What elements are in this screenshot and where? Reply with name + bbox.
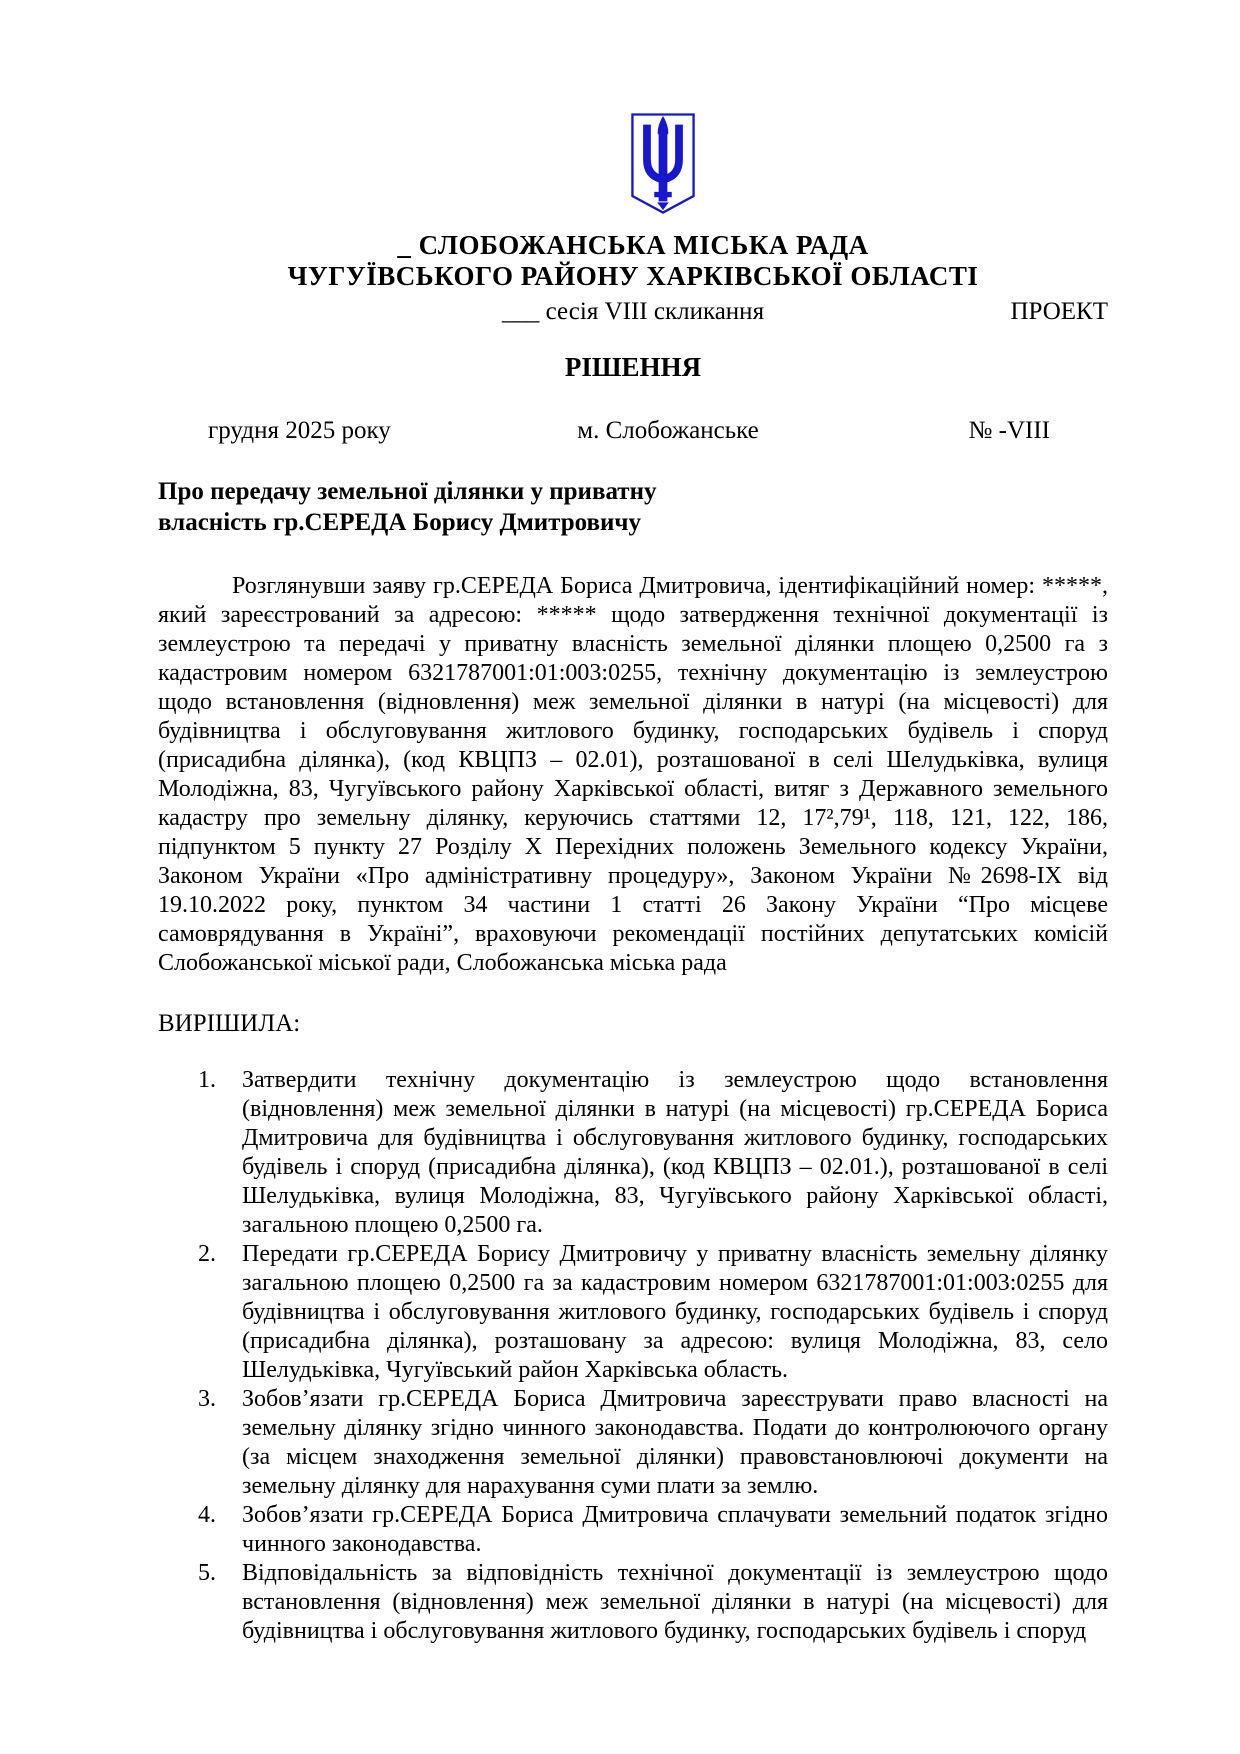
project-label: ПРОЕКТ: [1010, 298, 1108, 325]
date-row: [158, 416, 1108, 446]
coat-of-arms-emblem: [630, 112, 696, 220]
preamble-paragraph: Розглянувши заяву гр.СЕРЕДА Бориса Дмитровича, ідентифікаційний номер: *****, який зареєстрований за адресою: ***** щодо затвердження технічної документації із землеустрою та передачі у приватну власність земельної ділянки площею 0,2500 га з кадастровим номером 6321787001:01:003:0255, технічну документацію із землеустрою щодо встановлення (відновлення) меж земельної ділянки в натурі (на місцевості) для будівництва і обслуговування житлового будинку, господарських будівель і споруд (присадибна ділянка), (код КВЦПЗ – 02.01), розташованої в селі Шелудьківка, вулиця Молодіжна, 83, Чугуївського району Харківської області, витяг з Державного земельного кадастру про земельну ділянку, керуючись статтями 12, 17²,79¹, 118, 121, 122, 186, підпунктом 5 пункту 27 Розділу X Перехідних положень Земельного кодексу України, Законом України «Про адміністративну процедуру», Законом України №2698-IX від 19.10.2022 року, пунктом 34 частини 1 статті 26 Закону України “Про місцеве самоврядування в Україні”, враховуючи рекомендації постійних депутатських комісій Слобожанської міської ради, Слобожанська міська рада: [158, 573, 1108, 976]
date-text: грудня 2025 року: [208, 417, 391, 444]
session-row: [158, 297, 1108, 327]
subject-title: [158, 476, 1108, 538]
number-text: № -VIII: [968, 417, 1050, 444]
org-name-line2: ЧУГУЇВСЬКОГО РАЙОНУ ХАРКІВСЬКОЇ ОБЛАСТІ: [287, 261, 979, 291]
resolution-item: Відповідальність за відповідність технічної документації із землеустрою щодо встановлення (відновлення) меж земельної ділянки в натурі (на місцевості) для будівництва і обслуговування житлового будинку, господарських будівель і споруд: [242, 1560, 1108, 1644]
resolution-item: Зобов’язати гр.СЕРЕДА Бориса Дмитровича сплачувати земельний податок згідно чинного законодавства.: [242, 1502, 1108, 1557]
resolution-item: Зобов’язати гр.СЕРЕДА Бориса Дмитровича зареєструвати право власності на земельну ділянку згідно чинного законодавства. Подати до контролюючого органу (за місцем знаходження земельної ділянки) правовстановлюючі документи на земельну ділянку для нарахування суми плати за землю.: [242, 1386, 1108, 1499]
resolved-label: ВИРІШИЛА:: [158, 1010, 301, 1037]
subject-line1: Про передачу земельної ділянки у приватну: [158, 478, 657, 505]
place-text: м. Слобожанське: [577, 417, 759, 444]
resolution-item: Затвердити технічну документацію із землеустрою щодо встановлення (відновлення) меж земельної ділянки в натурі (на місцевості) гр.СЕРЕДА Бориса Дмитровича для будівництва і обслуговування житлового будинку, господарських будівель і споруд (присадибна ділянка), (код КВЦПЗ – 02.01.), розташованої в селі Шелудьківка, вулиця Молодіжна, 83, Чугуївського району Харківської області, загальною площею 0,2500 га.: [242, 1067, 1108, 1238]
subject-line2: власність гр.СЕРЕДА Борису Дмитровичу: [158, 509, 642, 536]
resolution-list: [158, 1066, 1108, 1646]
org-name-line1: _ СЛОБОЖАНСЬКА МІСЬКА РАДА: [397, 230, 869, 260]
document-type-title: РІШЕННЯ: [564, 352, 702, 382]
tryzub-icon: [630, 112, 696, 215]
session-line: ___ сесія VIII скликання: [501, 298, 765, 325]
resolution-item: Передати гр.СЕРЕДА Борису Дмитровичу у приватну власність земельну ділянку загальною площею 0,2500 га за кадастровим номером 6321787001:01:003:0255 для будівництва і обслуговування житлового будинку, господарських будівель і споруд (присадибна ділянка), розташовану за адресою: вулиця Молодіжна, 83, село Шелудьківка, Чугуївський район Харківська область.: [242, 1241, 1108, 1383]
